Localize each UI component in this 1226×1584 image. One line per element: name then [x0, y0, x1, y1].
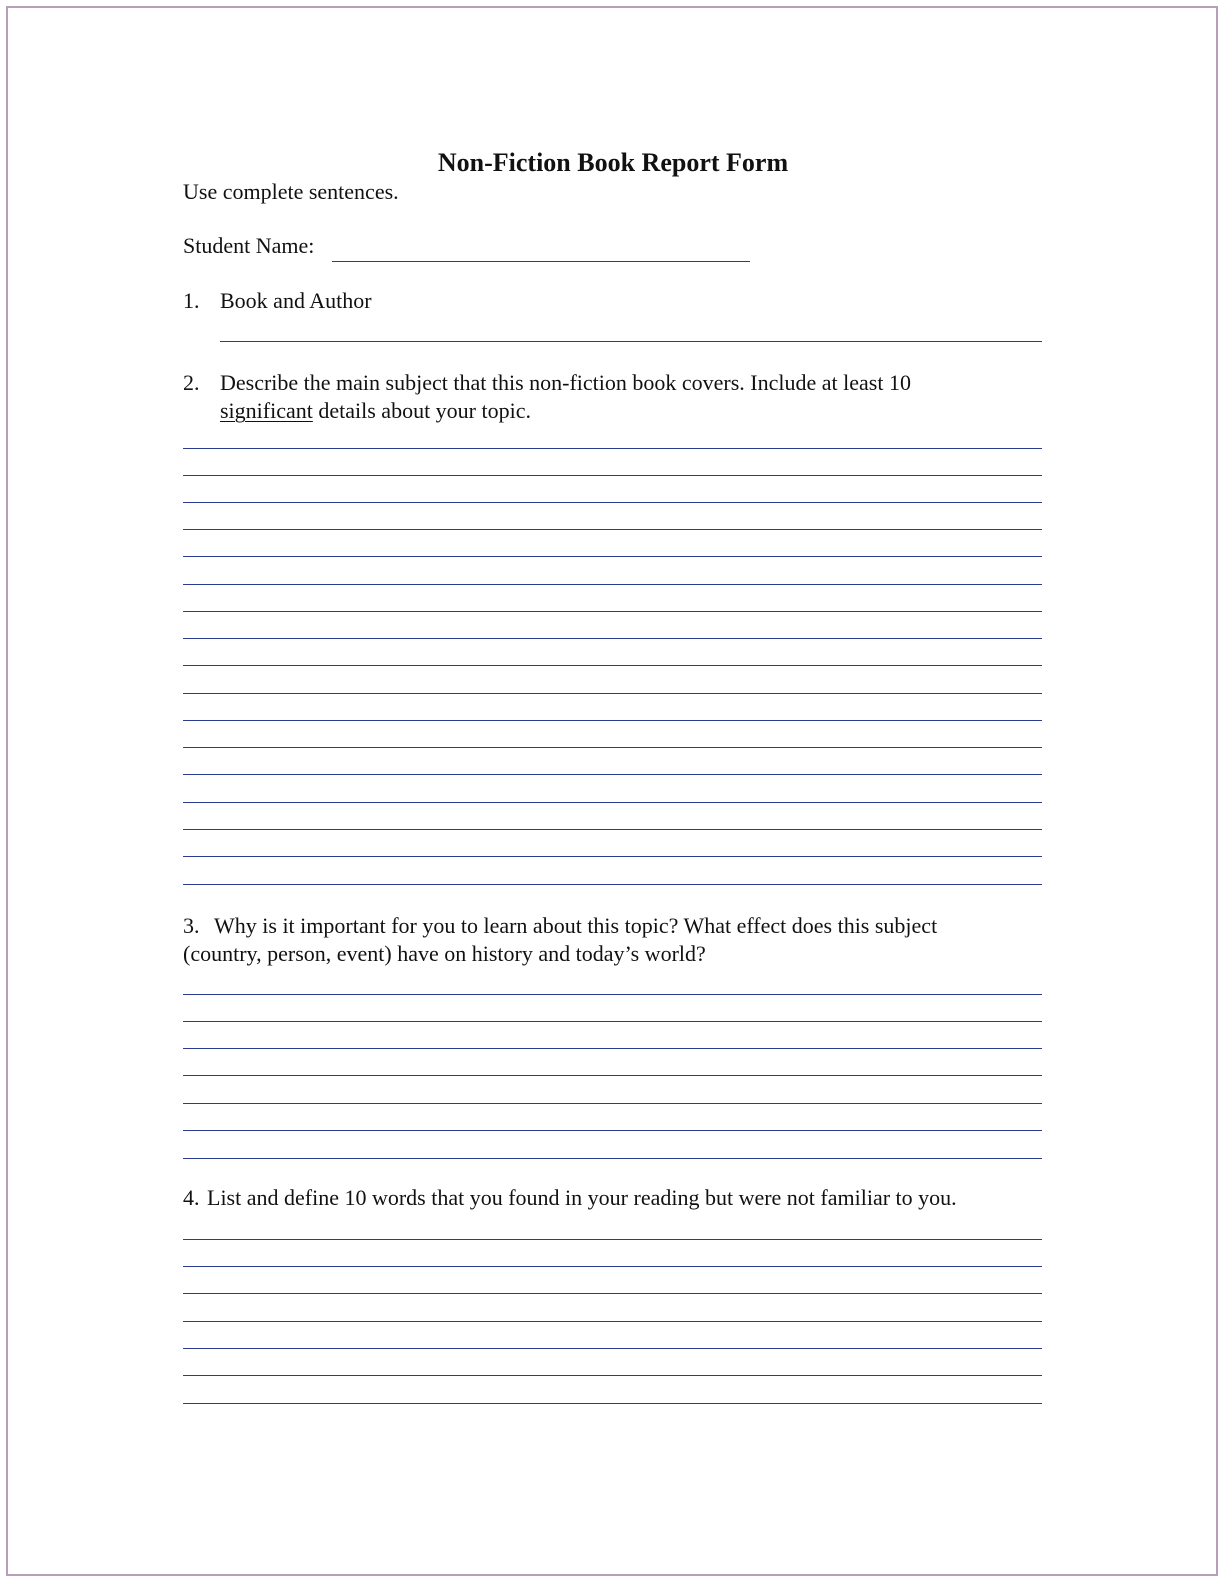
answer-line[interactable] [183, 774, 1042, 775]
student-name-field[interactable] [332, 261, 750, 262]
question-1-number: 1. [183, 288, 200, 313]
question-1-answer-line[interactable] [220, 341, 1042, 342]
answer-line[interactable] [183, 1321, 1042, 1322]
answer-line[interactable] [183, 502, 1042, 503]
question-2-text-line1: Describe the main subject that this non-fiction book covers. Include at least 10 [220, 370, 911, 395]
answer-line[interactable] [183, 1239, 1042, 1240]
question-4-number: 4. [183, 1185, 200, 1210]
answer-line[interactable] [183, 1048, 1042, 1049]
answer-line[interactable] [183, 611, 1042, 612]
question-3-number: 3. [183, 913, 200, 938]
question-4-text: List and define 10 words that you found in your reading but were not familiar to you. [207, 1185, 957, 1210]
answer-line[interactable] [183, 529, 1042, 530]
instruction-text: Use complete sentences. [183, 179, 399, 204]
form-title: Non-Fiction Book Report Form [437, 148, 789, 177]
significant-emphasis: significant [220, 398, 313, 423]
answer-line[interactable] [183, 884, 1042, 885]
answer-line[interactable] [183, 802, 1042, 803]
answer-line[interactable] [183, 665, 1042, 666]
answer-line[interactable] [183, 448, 1042, 449]
answer-line[interactable] [183, 720, 1042, 721]
answer-line[interactable] [183, 1021, 1042, 1022]
answer-line[interactable] [183, 693, 1042, 694]
answer-line[interactable] [183, 829, 1042, 830]
answer-line[interactable] [183, 1130, 1042, 1131]
question-2-number: 2. [183, 370, 200, 395]
answer-line[interactable] [183, 856, 1042, 857]
answer-line[interactable] [183, 638, 1042, 639]
answer-line[interactable] [183, 1158, 1042, 1159]
student-name-label: Student Name: [183, 233, 315, 258]
answer-line[interactable] [183, 1103, 1042, 1104]
answer-line[interactable] [183, 556, 1042, 557]
answer-line[interactable] [183, 1348, 1042, 1349]
answer-line[interactable] [183, 1266, 1042, 1267]
question-2-text-line2-rest: details about your topic. [312, 398, 531, 423]
answer-line[interactable] [183, 994, 1042, 995]
answer-line[interactable] [183, 1293, 1042, 1294]
answer-line[interactable] [183, 584, 1042, 585]
question-1-text: Book and Author [220, 288, 372, 313]
answer-line[interactable] [183, 475, 1042, 476]
answer-line[interactable] [183, 747, 1042, 748]
question-3-text-line2: (country, person, event) have on history and today’s world? [183, 941, 706, 966]
answer-line[interactable] [183, 1403, 1042, 1404]
answer-line[interactable] [183, 1075, 1042, 1076]
question-2-text-line2 [220, 397, 531, 425]
question-3-text-line1: Why is it important for you to learn about this topic? What effect does this subject [214, 913, 938, 938]
answer-line[interactable] [183, 1375, 1042, 1376]
